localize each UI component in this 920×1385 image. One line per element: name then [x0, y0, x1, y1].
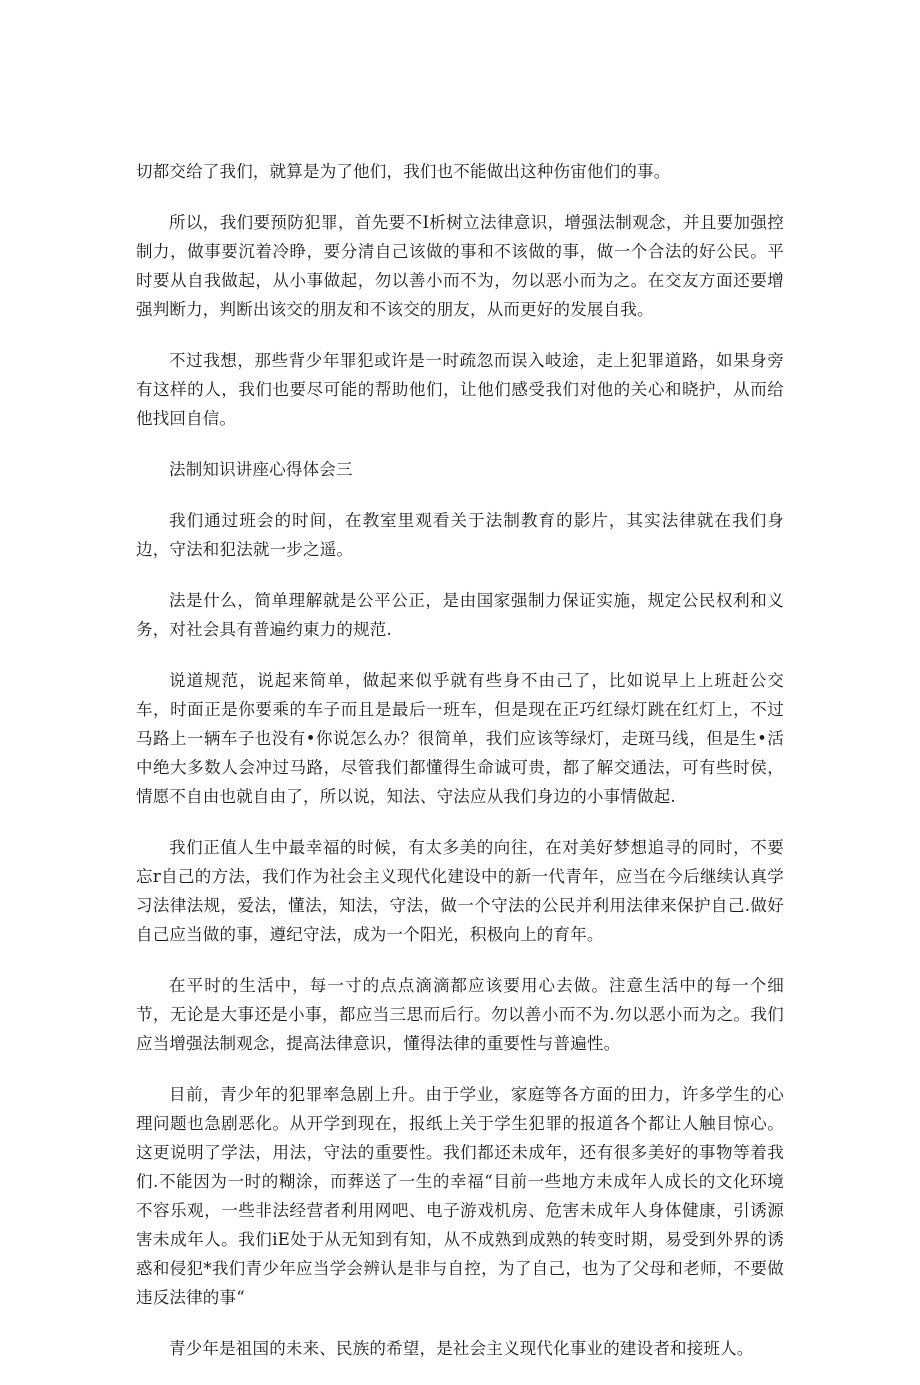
paragraph: 在平时的生活中，每一寸的点点滴滴都应该要用心去做。注意生活中的每一个细节，无论是大事还是小事，都应当三思而后行。勿以善小而不为.勿以恶小而为之。我们应当增强法制观念，提高法律意识，懂得法律的重要性与普遍性。 [136, 976, 784, 1053]
paragraph: 法是什么，简单理解就是公平公正，是由国家强制力保证实施，规定公民权利和义务，对社会具有普遍约東力的规范. [136, 591, 784, 639]
paragraph: 我们正值人生中最幸福的时候，有太多美的向往，在对美好梦想追寻的同时，不要忘r自己的方法，我们作为社会主义现代化建设中的新一代青年，应当在今后继续认真学习法律法规，爱法，懂法，知法，守法，做一个守法的公民并利用法律来保护自己.做好自己应当做的事，遵纪守法，成为一个阳光，积极向上的育年。 [136, 838, 784, 944]
paragraph: 青少年是祖国的未来、民族的希望，是社会主义现代化事业的建设者和接班人。 [169, 1339, 754, 1358]
paragraph: 所以，我们要预防犯罪，首先要不I析树立法律意识，增强法制观念，并且要加强控制力，做事要沉着冷睁，要分清自己该做的事和不该做的事，做一个合法的好公民。平时要从自我做起，从小事做起，勿以善小而不为，勿以恶小而为之。在交友方面还要增强判断力，判断出该交的朋友和不该交的朋友，从而更好的发展自我。 [136, 213, 784, 319]
paragraph: 说道规范，说起来简单，做起来似乎就有些身不由己了，比如说早上上班赶公交车，时面正是你要乘的车子而且是最后一班车，但是现在正巧红绿灯跳在红灯上，不过马路上一辆车子也没有•你说怎么办？很简单，我们应该等绿灯，走斑马线，但是生•活中绝大多数人会冲过马路，尽管我们都懂得生命诚可贵，都了解交通法，可有些时侯，情愿不自由也就自由了，所以说，知法、守法应从我们身边的小事情做起. [136, 671, 784, 806]
paragraph: 不过我想，那些背少年罪犯或许是一时疏忽而误入岐途，走上犯罪道路，如果身旁有这样的人，我们也要尽可能的帮助他们，让他们感受我们对他的关心和晓护，从而给他找回自信。 [136, 351, 784, 428]
document-page [136, 157, 784, 1385]
paragraph: 我们通过班会的时间，在教室里观看关于法制教育的影片，其实法律就在我们身边，守法和犯法就一步之遥。 [136, 511, 784, 559]
paragraph-continuation: 切都交给了我们，就算是为了他们，我们也不能做出这种伤宙他们的事。 [136, 162, 671, 181]
section-heading: 法制知识讲座心得体会三 [169, 460, 353, 479]
paragraph: 目前，青少年的犯罪率急剧上升。由于学业，家庭等各方面的田力，许多学生的心理问题也急剧恶化。从开学到现在，报纸上关于学生犯罪的报道各个都让人触目惊心。这更说明了学法，用法，守法的重要性。我们都还未成年，还有很多美好的事物等着我们.不能因为一时的糊涂，而葬送了一生的幸福“目前一些地方未成年人成长的文化环境不容乐观，一些非法经营者利用网吧、电子游戏机房、危害未成年人身体健康，引诱源害未成年人。我们iE处于从无知到有知，从不成熟到成熟的转变时期，易受到外界的诱惑和侵犯*我们青少年应当学会辨认是非与自控，为了自己，也为了父母和老师，不要做违反法律的事“ [136, 1085, 784, 1307]
